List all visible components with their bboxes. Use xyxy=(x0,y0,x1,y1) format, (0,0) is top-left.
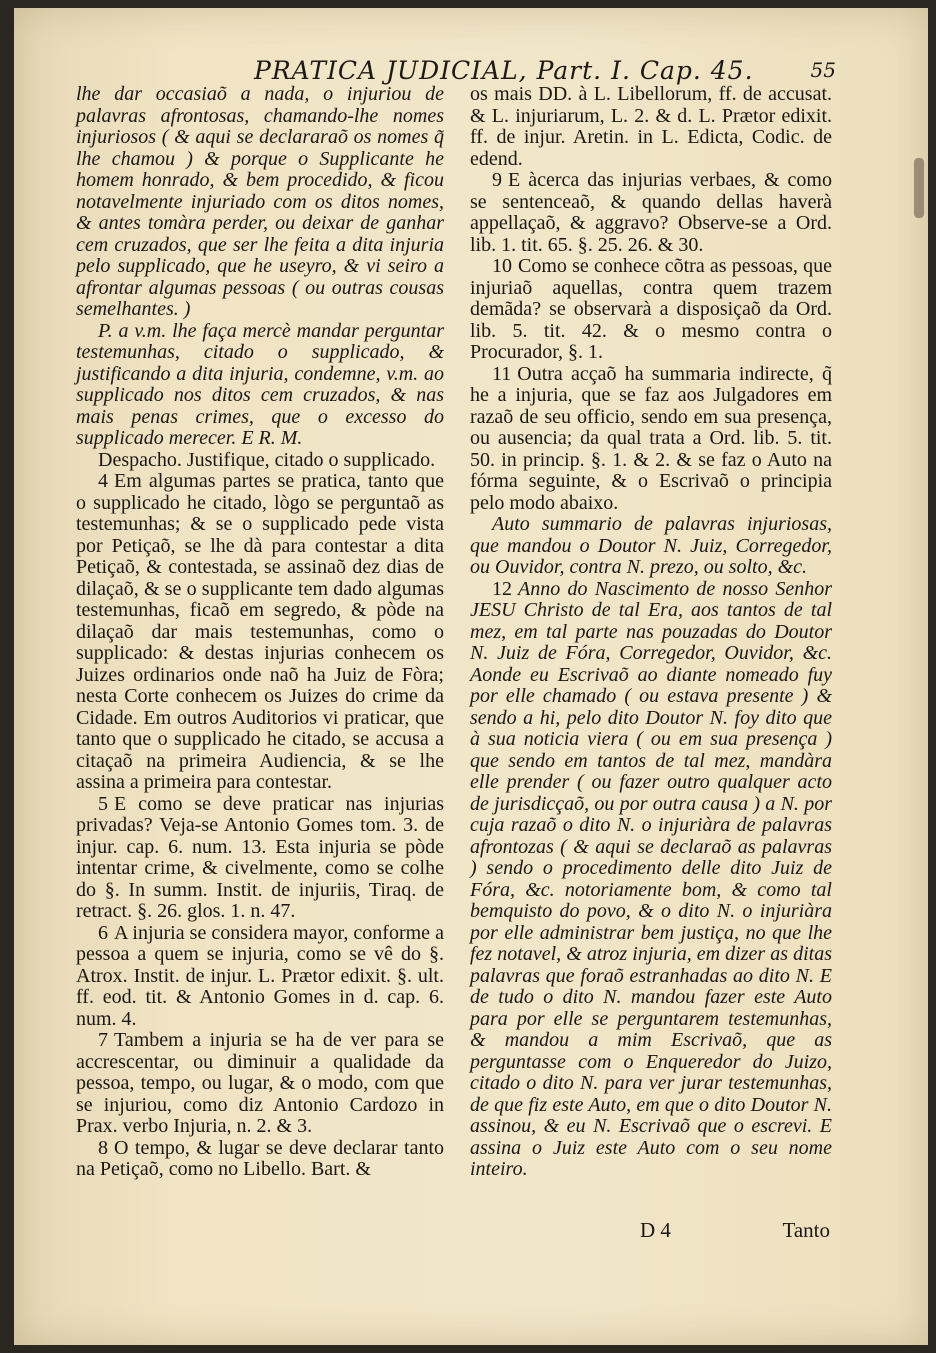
paragraph xyxy=(470,514,832,579)
running-title: PRATICA JUDICIAL, Part. I. Cap. 45. xyxy=(254,56,754,85)
paragraph xyxy=(76,794,444,923)
paragraph xyxy=(470,579,832,1181)
paragraph-text: Anno do Nascimento de nosso Senhor JESU Christo de tal Era, aos tantos de tal mez, em tal parte nas pouzadas do Doutor N. Juiz de Fóra, Corregedor, Ouvidor, &c. Aonde eu Escrivaõ ao diante nomeado fuy por elle chamado ( ou estava presente ) & sendo a hi, pelo dito Doutor N. foy dito que à sua noticia viera ( ou em sua presença ) que sendo em tantos de tal mez, mandàra elle prender ( ou fazer outro qualquer acto de jurisdicçaõ, ou por outra causa ) a N. por cuja razaõ o dito N. o injuriàra de palavras afrontozas ( & aqui se declaraõ as palavras ) sendo o procedimento delle dito Juiz de Fóra, &c. notoriamente bom, & como tal bemquisto do povo, & o dito N. o injuriàra por elle administrar bem justiça, no que lhe fez notavel, & atroz injuria, em dizer as ditas palavras que foraõ estranhadas ao dito N. E de tudo o dito N. mandou fazer este Auto para por elle se perguntarem testemunhas, & mandou a mim Escrivaõ, que as perguntasse com o Enqueredor do Juizo, citado o dito N. para ver jurar testemunhas, de que fiz este Auto, em que o dito Doutor N. assinou, & eu N. Escrivaõ que o escrevi. E assina o Juiz este Auto com o seu nome inteiro. xyxy=(470,577,832,1180)
paragraph-number: 5 xyxy=(98,792,108,815)
paragraph-number: 10 xyxy=(492,255,512,277)
paragraph xyxy=(76,1030,444,1138)
paragraph xyxy=(76,1138,444,1181)
paragraph-text: Como se conhece cõtra as pessoas, que injuriaõ aquellas, contra quem trazem demãda? se observarà a disposiçaõ da Ord. lib. 5. tit. 42. & o mesmo contra o Procurador, §. 1. xyxy=(470,255,832,363)
paragraph xyxy=(76,321,444,450)
paragraph-number: 11 xyxy=(492,362,512,385)
page-footer xyxy=(630,1218,840,1248)
paragraph-text: P. a v.m. lhe faça mercè mandar perguntar testemunhas, citado o supplicado, & justificando a dita injuria, condemne, v.m. ao supplicado nos ditos cem cruzados, & nas mais penas crimes, que o excesso do supplicado merecer. E R. M. xyxy=(76,319,444,449)
paragraph xyxy=(76,450,444,472)
paragraph xyxy=(76,84,444,321)
paragraph-number: 12 xyxy=(492,577,512,600)
catchword: Tanto xyxy=(782,1218,830,1242)
paragraph-number: 8 xyxy=(98,1136,108,1159)
right-column xyxy=(470,84,832,1181)
paragraph-text: A injuria se considera mayor, conforme a pessoa a quem se injuria, como se vê do §. Atrox. Instit. de injur. L. Prætor edixit. §. ult. ff. eod. tit. & Antonio Gomes in d. cap. 6. num. 4. xyxy=(76,921,444,1030)
paragraph-text: Em algumas partes se pratica, tanto que o supplicado he citado, lògo se perguntaõ as testemunhas; & se o supplicado pede vista por Petiçaõ, se lhe dà para contestar a dita Petiçaõ, & contestada, se assinaõ dez dias de dilaçaõ, & se o supplicante tem dado algumas testemunhas, ficaõ em segredo, & pòde na dilaçaõ dar mais testemunhas, como o supplicado: & destas injurias conhecem os Juizes ordinarios onde naõ ha Juiz de Fòra; nesta Corte conhecem os Juizes do crime da Cidade. Em outros Auditorios vi praticar, que tanto que o supplicado he citado, se accusa a citaçaõ na primeira Audiencia, & se lhe assina a primeira para contestar. xyxy=(76,470,444,793)
paragraph xyxy=(470,84,832,170)
paragraph xyxy=(76,923,444,1031)
page-stain xyxy=(914,158,924,218)
paragraph xyxy=(470,256,832,364)
paragraph-text: Despacho. Justifique, citado o supplicado. xyxy=(98,448,436,471)
paragraph-number: 4 xyxy=(98,470,108,492)
paragraph-text: E àcerca das injurias verbaes, & como se sentenceaõ, & quando dellas haverà appellaçaõ, & aggravo? Observe-se a Ord. lib. 1. tit. 65. §. 25. 26. & 30. xyxy=(470,169,832,256)
paragraph-text: os mais DD. à L. Libellorum, ff. de accusat. & L. injuriarum, L. 2. & d. L. Prætor edixit. ff. de injur. Aretin. in L. Edicta, Codic. de edend. xyxy=(470,83,832,170)
left-column xyxy=(76,84,444,1181)
paragraph-text: Tambem a injuria se ha de ver para se accrescentar, ou diminuir a qualidade da pessoa, tempo, ou lugar, & o modo, com que se injuriou, como diz Antonio Cardozo in Prax. verbo Injuria, n. 2. & 3. xyxy=(76,1029,444,1137)
paragraph-text: O tempo, & lugar se deve declarar tanto na Petiçaõ, como no Libello. Bart. & xyxy=(76,1136,444,1180)
paragraph xyxy=(470,364,832,515)
page-number: 55 xyxy=(810,58,836,82)
signature-mark: D 4 xyxy=(640,1218,671,1242)
paragraph-text: E como se deve praticar nas injurias privadas? Veja-se Antonio Gomes tom. 3. de injur. cap. 6. num. 13. Esta injuria se pòde intentar crime, & civelmente, como se colhe do §. In summ. Instit. de injuriis, Tiraq. de retract. §. 26. glos. 1. n. 47. xyxy=(76,792,444,922)
paragraph xyxy=(470,170,832,256)
paragraph-number: 7 xyxy=(98,1029,108,1051)
paragraph-text: Auto summario de palavras injuriosas, que mandou o Doutor N. Juiz, Corregedor, ou Ouvidor, contra N. prezo, ou solto, &c. xyxy=(470,513,832,578)
paragraph-text: lhe dar occasiaõ a nada, o injuriou de palavras afrontosas, chamando-lhe nomes injuriosos ( & aqui se declararaõ os nomes q̃ lhe chamou ) & porque o Supplicante he homem honrado, & bem procedido, & ficou notavelmente injuriado com os ditos nomes, & antes tomàra perder, ou deixar de ganhar cem cruzados, que ser lhe feita a dita injuria pelo supplicado, que he useyro, & vi seiro a afrontar algumas pessoas ( ou outras cousas semelhantes. ) xyxy=(76,83,444,320)
paragraph-text: Outra acçaõ ha summaria indirecte, q̃ he a injuria, que se faz aos Julgadores em razaõ de seu officio, sendo em sua presença, ou ausencia; da qual trata a Ord. lib. 5. tit. 50. in princip. §. 1. & 2. & se faz o Auto na fórma seguinte, & o Escrivaõ o principia pelo modo abaixo. xyxy=(470,362,832,514)
paragraph-number: 6 xyxy=(98,921,108,944)
paragraph-number: 9 xyxy=(492,169,502,191)
paragraph xyxy=(76,471,444,794)
